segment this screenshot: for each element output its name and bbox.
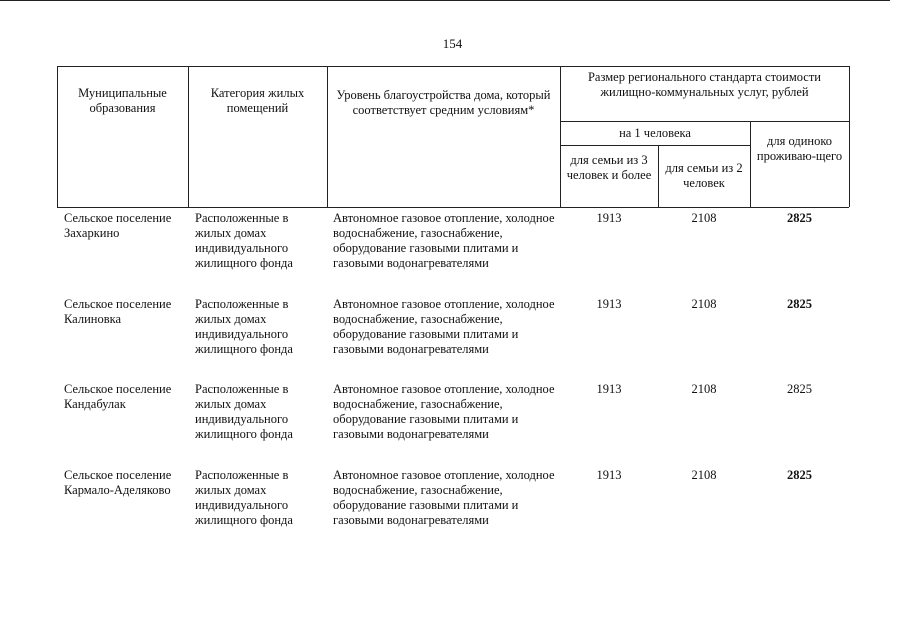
per-person-header: на 1 человека [619,126,691,140]
single-value: 2825 [787,211,812,225]
category-cell: Расположенные в жилых домах индивидуального жилищного фонда [195,468,293,527]
municipality-cell: Сельское поселение Кандабулак [64,382,172,411]
col-municipality-header: Муниципальные образования [78,86,167,115]
family2-value: 2108 [691,468,717,482]
single-value: 2825 [787,468,812,482]
header-top-border [57,66,849,67]
single-value: 2825 [787,382,812,396]
header-bottom-border [57,207,849,208]
category-cell: Расположенные в жилых домах индивидуального жилищного фонда [195,211,293,270]
header-vline [560,66,561,207]
family2-header: для семьи из 2 человек [665,161,743,190]
municipality-cell: Сельское поселение Захаркино [64,211,172,240]
category-cell: Расположенные в жилых домах индивидуального жилищного фонда [195,382,293,441]
header-vline [327,66,328,207]
category-cell: Расположенные в жилых домах индивидуального жилищного фонда [195,297,293,356]
col-standard-header: Размер регионального стандарта стоимости жилищно-коммунальных услуг, рублей [587,70,821,99]
family2-value: 2108 [691,297,717,311]
col-amenities-header: Уровень благоустройства дома, который соответствует средним условиям* [336,88,551,117]
header-vline [658,145,659,207]
header-vline [750,121,751,207]
municipality-cell: Сельское поселение Калиновка [64,297,172,326]
col-category-header: Категория жилых помещений [210,86,305,115]
amenities-cell: Автономное газовое отопление, холодное водоснабжение, газоснабжение, оборудование газовыми плитами и газовыми водонагревателями [333,382,555,441]
header-vline [57,66,58,207]
header-vline [188,66,189,207]
family3-value: 1913 [596,382,622,396]
page-number: 154 [442,36,463,51]
amenities-cell: Автономное газовое отопление, холодное водоснабжение, газоснабжение, оборудование газовыми плитами и газовыми водонагревателями [333,297,555,356]
header-vline [849,66,850,207]
family3-header: для семьи из 3 человек и более [566,153,652,182]
family3-value: 1913 [596,468,622,482]
header-sub-border-2 [560,145,750,146]
amenities-cell: Автономное газовое отопление, холодное водоснабжение, газоснабжение, оборудование газовыми плитами и газовыми водонагревателями [333,468,555,527]
family3-value: 1913 [596,211,622,225]
single-header: для одиноко проживаю-щего [756,134,843,163]
header-sub-border [560,121,849,122]
family2-value: 2108 [691,211,717,225]
family3-value: 1913 [596,297,622,311]
amenities-cell: Автономное газовое отопление, холодное водоснабжение, газоснабжение, оборудование газовыми плитами и газовыми водонагревателями [333,211,555,270]
municipality-cell: Сельское поселение Кармало-Аделяково [64,468,172,497]
single-value: 2825 [787,297,812,311]
family2-value: 2108 [691,382,717,396]
